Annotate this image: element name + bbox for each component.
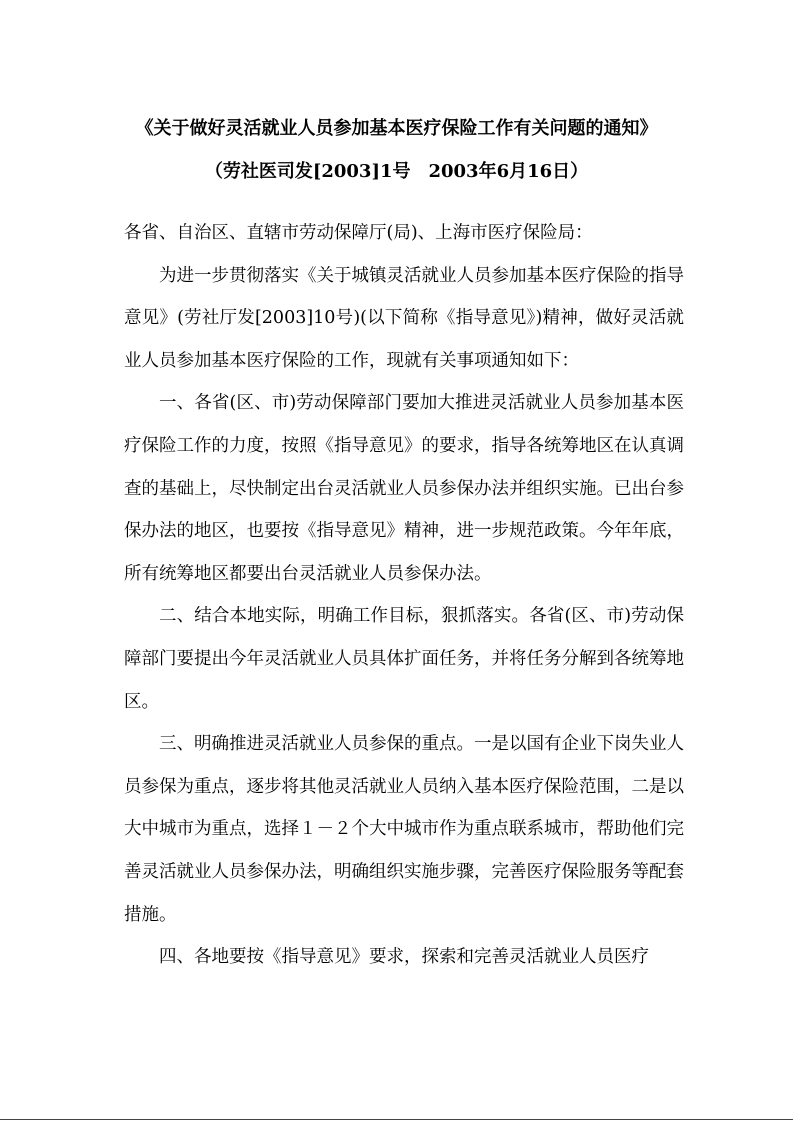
salutation: 各省、自治区、直辖市劳动保障厅(局)、上海市医疗保险局： [124, 223, 593, 243]
page-bottom-divider [0, 1119, 793, 1120]
paragraph-item-3: 三、明确推进灵活就业人员参保的重点。一是以国有企业下岗失业人员参保为重点，逐步将其他灵活就业人员纳入基本医疗保险范围，二是以大中城市为重点，选择１－２个大中城市作为重点联系城市，帮助他们完善灵活就业人员参保办法，明确组织实施步骤，完善医疗保险服务等配套措施。 [124, 734, 684, 925]
paragraph-item-1: 一、各省(区、市)劳动保障部门要加大推进灵活就业人员参加基本医疗保险工作的力度，按照《指导意见》的要求，指导各统筹地区在认真调查的基础上，尽快制定出台灵活就业人员参保办法并组织实施。已出台参保办法的地区，也要按《指导意见》精神，进一步规范政策。今年年底，所有统筹地区都要出台灵活就业人员参保办法。 [124, 393, 684, 584]
document-title: 《关于做好灵活就业人员参加基本医疗保险工作有关问题的通知》 [135, 118, 658, 139]
paragraph-item-2: 二、结合本地实际，明确工作目标，狠抓落实。各省(区、市)劳动保障部门要提出今年灵活就业人员具体扩面任务，并将任务分解到各统筹地区。 [124, 606, 684, 712]
document-body [124, 212, 684, 979]
paragraph-intro: 为进一步贯彻落实《关于城镇灵活就业人员参加基本医疗保险的指导意见》(劳社厅发[2003]10号)(以下简称《指导意见》)精神，做好灵活就业人员参加基本医疗保险的工作，现就有关事项通知如下： [124, 265, 684, 371]
document-subtitle: （劳社医司发[2003]1号 2003年6月16日） [204, 161, 589, 182]
paragraph-item-4: 四、各地要按《指导意见》要求，探索和完善灵活就业人员医疗 [159, 947, 649, 968]
